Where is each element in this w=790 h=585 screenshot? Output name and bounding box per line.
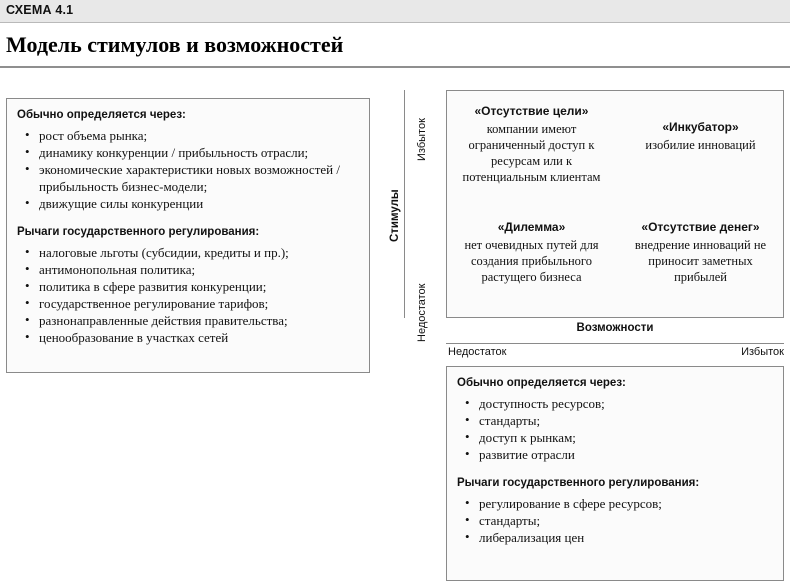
left-box-heading-1: Обычно определяется через:: [17, 109, 186, 121]
list-item: • развитие отрасли: [457, 446, 773, 463]
incentives-opportunities-matrix: [446, 90, 784, 318]
list-item: • регулирование в сфере ресурсов;: [457, 495, 773, 512]
list-item: • разнонаправленные действия правительства;: [17, 312, 359, 329]
header-band: [0, 0, 790, 23]
axis-y-title: Стимулы: [389, 189, 401, 243]
list-item: • стандарты;: [457, 512, 773, 529]
list-item: • динамику конкуренции / прибыльность отрасли;: [17, 144, 359, 161]
list-item: • рост объема рынка;: [17, 127, 359, 144]
list-item: • движущие силы конкуренции: [17, 195, 359, 212]
quadrant-no-money: [616, 219, 785, 285]
list-item: • экономические характеристики новых возможностей / прибыльность бизнес-модели;: [17, 161, 359, 195]
list-item: • стандарты;: [457, 412, 773, 429]
axis-x-high-label: Избыток: [741, 346, 784, 358]
incentives-description-box: [6, 98, 370, 373]
axis-x-title: Возможности: [576, 322, 654, 334]
list-item: • доступность ресурсов;: [457, 395, 773, 412]
horizontal-axis-line: [446, 343, 784, 344]
quadrant-no-purpose: [447, 103, 616, 185]
list-item: • антимонопольная политика;: [17, 261, 359, 278]
quadrant-dilemma: [447, 219, 616, 285]
list-item: • государственное регулирование тарифов;: [17, 295, 359, 312]
quadrant-title: «Инкубатор»: [662, 120, 739, 134]
quadrant-text: внедрение инноваций не приносит заметных прибылей: [634, 238, 767, 284]
left-box-list-1: [17, 127, 359, 212]
list-item: • политика в сфере развития конкуренции;: [17, 278, 359, 295]
list-item: • налоговые льготы (субсидии, кредиты и пр.);: [17, 244, 359, 261]
bottom-box-heading-1: Обычно определяется через:: [457, 377, 626, 389]
vertical-axis-line: [404, 90, 405, 318]
axis-y-high-label: Избыток: [416, 118, 428, 162]
list-item: • доступ к рынкам;: [457, 429, 773, 446]
bottom-box-heading-2: Рычаги государственного регулирования:: [457, 477, 700, 489]
bottom-box-list-1: [457, 395, 773, 463]
bottom-box-list-2: [457, 495, 773, 546]
list-item: • либерализация цен: [457, 529, 773, 546]
quadrant-title: «Отсутствие цели»: [474, 104, 589, 118]
scheme-label: СХЕМА 4.1: [6, 3, 74, 17]
quadrant-title: «Отсутствие денег»: [641, 220, 760, 234]
quadrant-text: компании имеют ограниченный доступ к ресурсам или к потенциальным клиентам: [462, 122, 601, 184]
quadrant-title: «Дилемма»: [497, 220, 566, 234]
quadrant-incubator: [616, 119, 785, 153]
list-item: • ценообразование в участках сетей: [17, 329, 359, 346]
left-box-list-2: [17, 244, 359, 346]
title-divider: [0, 66, 790, 68]
axis-x-low-label: Недостаток: [448, 346, 507, 358]
opportunities-description-box: [446, 366, 784, 581]
quadrant-text: изобилие инноваций: [645, 138, 756, 152]
left-box-heading-2: Рычаги государственного регулирования:: [17, 226, 260, 238]
quadrant-text: нет очевидных путей для создания прибыльного растущего бизнеса: [464, 238, 599, 284]
axis-y-low-label: Недостаток: [416, 283, 428, 343]
page-title: Модель стимулов и возможностей: [6, 32, 344, 57]
